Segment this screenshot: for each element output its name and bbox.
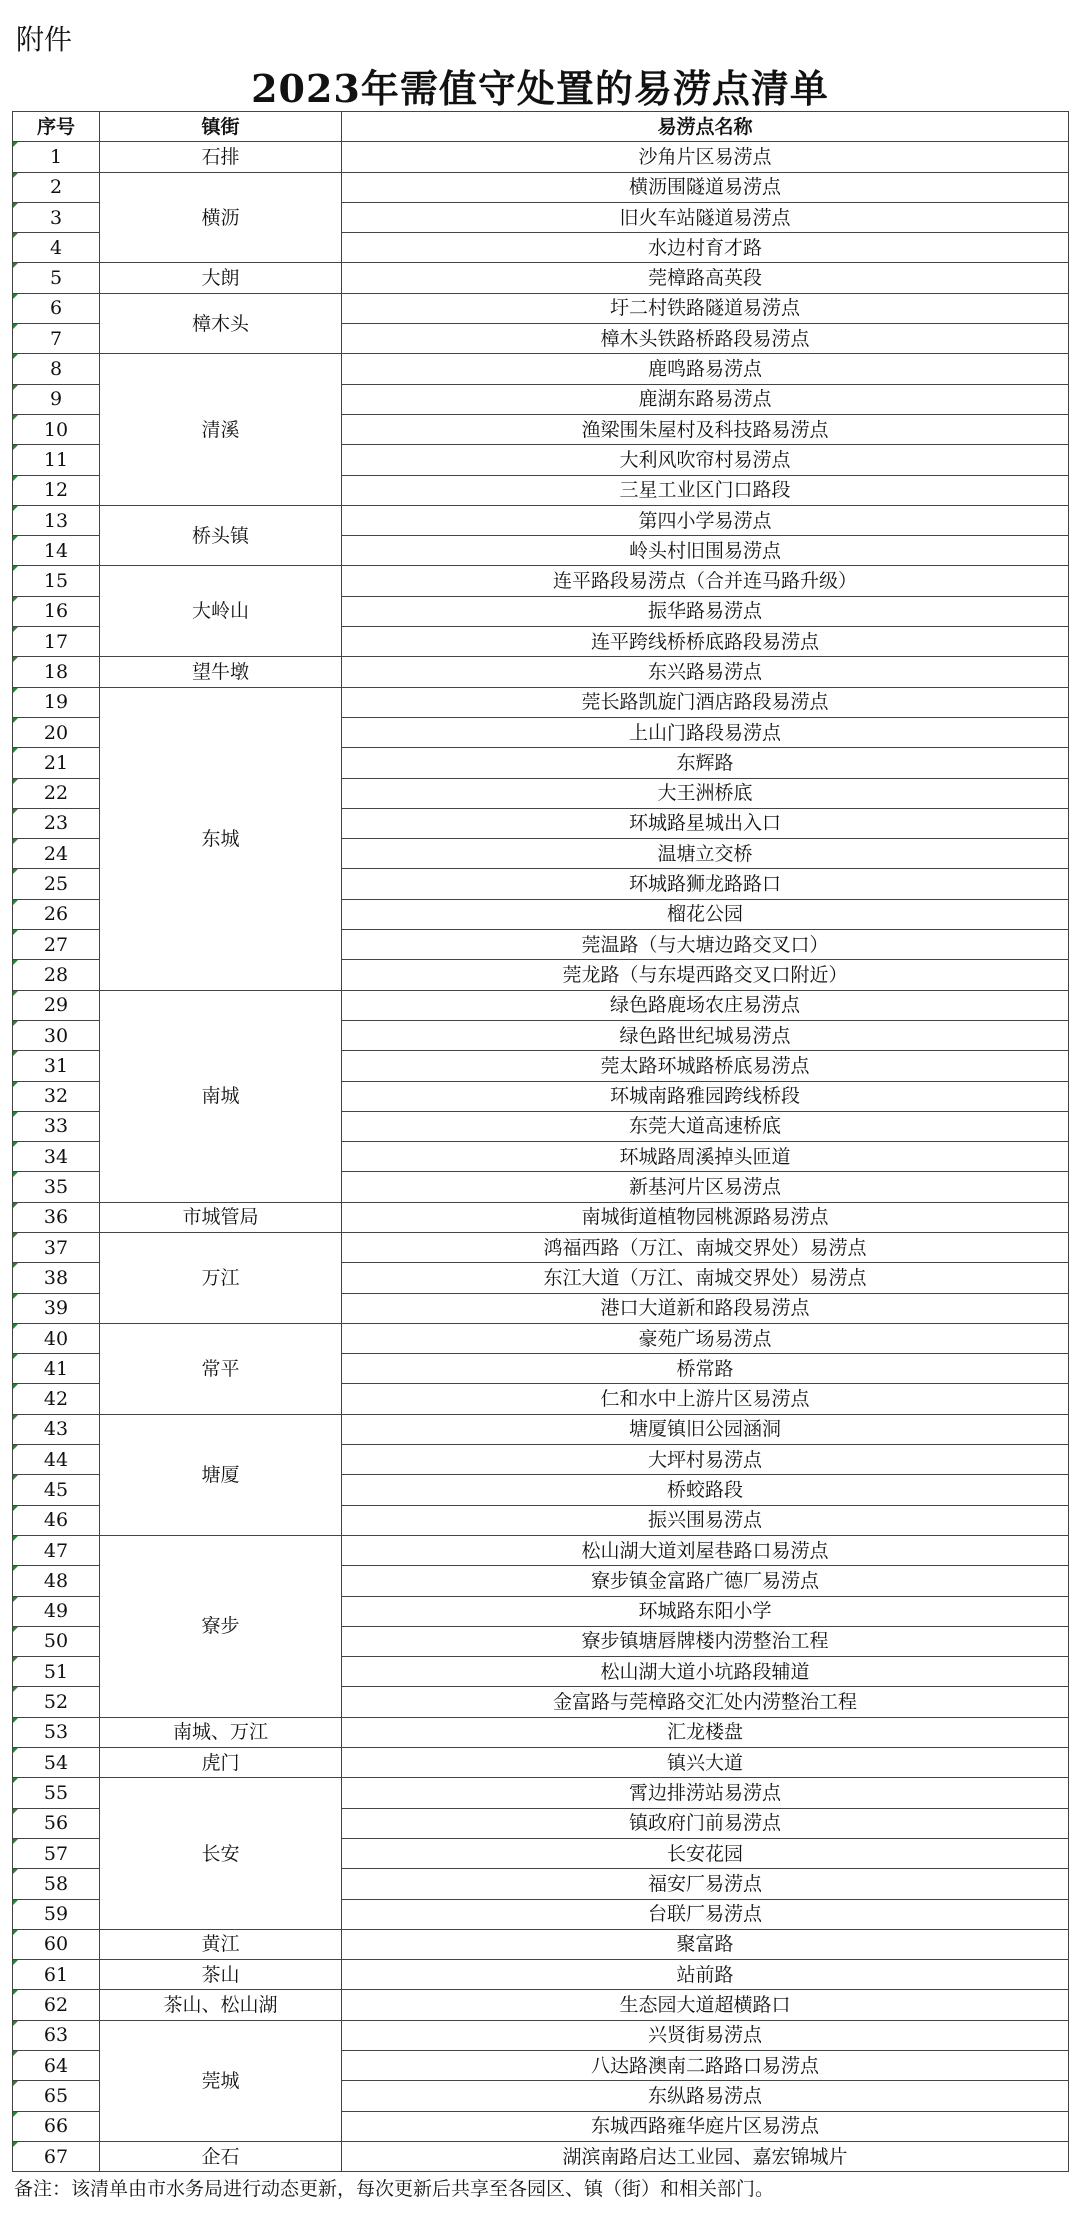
row-index: 48 (13, 1566, 100, 1596)
point-name-cell: 仁和水中上游片区易涝点 (342, 1384, 1069, 1414)
point-name-cell: 东城西路雍华庭片区易涝点 (342, 2111, 1069, 2141)
row-index: 38 (13, 1263, 100, 1293)
footnote: 备注：该清单由市水务局进行动态更新，每次更新后共享至各园区、镇（街）和相关部门。 (14, 2178, 775, 2200)
row-index: 53 (13, 1717, 100, 1747)
town-cell: 南城 (100, 990, 342, 1202)
point-name-cell: 大王洲桥底 (342, 778, 1069, 808)
table-row (13, 657, 1069, 687)
point-name-cell: 豪苑广场易涝点 (342, 1323, 1069, 1353)
point-name-cell: 水边村育才路 (342, 233, 1069, 263)
table-row (13, 566, 1069, 596)
table-row (13, 1414, 1069, 1444)
town-cell: 石排 (100, 142, 342, 172)
town-cell: 茶山 (100, 1960, 342, 1990)
point-name-cell: 站前路 (342, 1960, 1069, 1990)
table-row (13, 172, 1069, 202)
point-name-cell: 横沥围隧道易涝点 (342, 172, 1069, 202)
point-name-cell: 渔梁围朱屋村及科技路易涝点 (342, 414, 1069, 444)
point-name-cell: 东纵路易涝点 (342, 2081, 1069, 2111)
point-name-cell: 沙角片区易涝点 (342, 142, 1069, 172)
row-index: 45 (13, 1475, 100, 1505)
point-name-cell: 台联厂易涝点 (342, 1899, 1069, 1929)
table-row (13, 263, 1069, 293)
point-name-cell: 绿色路鹿场农庄易涝点 (342, 990, 1069, 1020)
town-cell: 桥头镇 (100, 505, 342, 566)
town-cell: 万江 (100, 1232, 342, 1323)
point-name-cell: 三星工业区门口路段 (342, 475, 1069, 505)
point-name-cell: 寮步镇金富路广德厂易涝点 (342, 1566, 1069, 1596)
point-name-cell: 榴花公园 (342, 899, 1069, 929)
table-row (13, 1990, 1069, 2020)
point-name-cell: 温塘立交桥 (342, 839, 1069, 869)
row-index: 54 (13, 1748, 100, 1778)
point-name-cell: 鸿福西路（万江、南城交界处）易涝点 (342, 1232, 1069, 1262)
row-index: 27 (13, 930, 100, 960)
row-index: 20 (13, 717, 100, 747)
point-name-cell: 镇兴大道 (342, 1748, 1069, 1778)
table-row (13, 687, 1069, 717)
row-index: 28 (13, 960, 100, 990)
row-index: 18 (13, 657, 100, 687)
row-index: 61 (13, 1960, 100, 1990)
table-row (13, 293, 1069, 323)
row-index: 37 (13, 1232, 100, 1262)
row-index: 22 (13, 778, 100, 808)
table-row (13, 142, 1069, 172)
point-name-cell: 上山门路段易涝点 (342, 717, 1069, 747)
row-index: 57 (13, 1838, 100, 1868)
row-index: 51 (13, 1657, 100, 1687)
point-name-cell: 鹿鸣路易涝点 (342, 354, 1069, 384)
town-cell: 大朗 (100, 263, 342, 293)
town-cell: 樟木头 (100, 293, 342, 354)
row-index: 55 (13, 1778, 100, 1808)
row-index: 33 (13, 1111, 100, 1141)
town-cell: 南城、万江 (100, 1717, 342, 1747)
point-name-cell: 东莞大道高速桥底 (342, 1111, 1069, 1141)
header-point-name: 易涝点名称 (342, 112, 1069, 142)
row-index: 4 (13, 233, 100, 263)
row-index: 21 (13, 748, 100, 778)
point-name-cell: 环城路星城出入口 (342, 808, 1069, 838)
point-name-cell: 莞龙路（与东堤西路交叉口附近） (342, 960, 1069, 990)
row-index: 40 (13, 1323, 100, 1353)
attachment-label: 附件 (16, 23, 73, 56)
point-name-cell: 八达路澳南二路路口易涝点 (342, 2051, 1069, 2081)
table-row (13, 1717, 1069, 1747)
table-body (13, 142, 1069, 2172)
point-name-cell: 寮步镇塘唇牌楼内涝整治工程 (342, 1626, 1069, 1656)
row-index: 42 (13, 1384, 100, 1414)
row-index: 58 (13, 1869, 100, 1899)
point-name-cell: 绿色路世纪城易涝点 (342, 1020, 1069, 1050)
point-name-cell: 霄边排涝站易涝点 (342, 1778, 1069, 1808)
row-index: 66 (13, 2111, 100, 2141)
row-index: 29 (13, 990, 100, 1020)
town-cell: 东城 (100, 687, 342, 990)
row-index: 19 (13, 687, 100, 717)
page-title: 2023年需值守处置的易涝点清单 (251, 66, 829, 111)
point-name-cell: 东辉路 (342, 748, 1069, 778)
point-name-cell: 桥常路 (342, 1354, 1069, 1384)
point-name-cell: 福安厂易涝点 (342, 1869, 1069, 1899)
header-town: 镇街 (100, 112, 342, 142)
point-name-cell: 大坪村易涝点 (342, 1445, 1069, 1475)
row-index: 44 (13, 1445, 100, 1475)
point-name-cell: 连平跨线桥桥底路段易涝点 (342, 627, 1069, 657)
row-index: 36 (13, 1202, 100, 1232)
point-name-cell: 樟木头铁路桥路段易涝点 (342, 324, 1069, 354)
point-name-cell: 圩二村铁路隧道易涝点 (342, 293, 1069, 323)
row-index: 15 (13, 566, 100, 596)
row-index: 9 (13, 384, 100, 414)
row-index: 46 (13, 1505, 100, 1535)
table-header-row (13, 112, 1069, 142)
town-cell: 望牛墩 (100, 657, 342, 687)
row-index: 23 (13, 808, 100, 838)
point-name-cell: 镇政府门前易涝点 (342, 1808, 1069, 1838)
table-row (13, 1232, 1069, 1262)
row-index: 32 (13, 1081, 100, 1111)
town-cell: 大岭山 (100, 566, 342, 657)
point-name-cell: 振华路易涝点 (342, 596, 1069, 626)
row-index: 52 (13, 1687, 100, 1717)
point-name-cell: 东江大道（万江、南城交界处）易涝点 (342, 1263, 1069, 1293)
point-name-cell: 长安花园 (342, 1838, 1069, 1868)
row-index: 67 (13, 2141, 100, 2171)
row-index: 25 (13, 869, 100, 899)
point-name-cell: 东兴路易涝点 (342, 657, 1069, 687)
point-name-cell: 连平路段易涝点（合并连马路升级） (342, 566, 1069, 596)
point-name-cell: 桥蛟路段 (342, 1475, 1069, 1505)
point-name-cell: 新基河片区易涝点 (342, 1172, 1069, 1202)
row-index: 1 (13, 142, 100, 172)
point-name-cell: 莞太路环城路桥底易涝点 (342, 1051, 1069, 1081)
row-index: 49 (13, 1596, 100, 1626)
table-row (13, 1929, 1069, 1959)
point-name-cell: 旧火车站隧道易涝点 (342, 202, 1069, 232)
row-index: 56 (13, 1808, 100, 1838)
row-index: 3 (13, 202, 100, 232)
point-name-cell: 聚富路 (342, 1929, 1069, 1959)
table-row (13, 354, 1069, 384)
point-name-cell: 环城路狮龙路路口 (342, 869, 1069, 899)
point-name-cell: 湖滨南路启达工业园、嘉宏锦城片 (342, 2141, 1069, 2171)
town-cell: 企石 (100, 2141, 342, 2171)
row-index: 43 (13, 1414, 100, 1444)
table-row (13, 1778, 1069, 1808)
table-row (13, 1960, 1069, 1990)
town-cell: 莞城 (100, 2020, 342, 2141)
point-name-cell: 环城路周溪掉头匝道 (342, 1142, 1069, 1172)
row-index: 35 (13, 1172, 100, 1202)
point-name-cell: 塘厦镇旧公园涵洞 (342, 1414, 1069, 1444)
point-name-cell: 生态园大道超横路口 (342, 1990, 1069, 2020)
town-cell: 寮步 (100, 1535, 342, 1717)
row-index: 26 (13, 899, 100, 929)
row-index: 11 (13, 445, 100, 475)
point-name-cell: 港口大道新和路段易涝点 (342, 1293, 1069, 1323)
town-cell: 长安 (100, 1778, 342, 1929)
point-name-cell: 环城南路雅园跨线桥段 (342, 1081, 1069, 1111)
row-index: 12 (13, 475, 100, 505)
row-index: 50 (13, 1626, 100, 1656)
row-index: 30 (13, 1020, 100, 1050)
town-cell: 黄江 (100, 1929, 342, 1959)
header-index: 序号 (13, 112, 100, 142)
town-cell: 常平 (100, 1323, 342, 1414)
row-index: 63 (13, 2020, 100, 2050)
table-row (13, 1748, 1069, 1778)
town-cell: 清溪 (100, 354, 342, 505)
point-name-cell: 松山湖大道刘屋巷路口易涝点 (342, 1535, 1069, 1565)
table-row (13, 1535, 1069, 1565)
row-index: 47 (13, 1535, 100, 1565)
point-name-cell: 汇龙楼盘 (342, 1717, 1069, 1747)
point-name-cell: 莞温路（与大塘边路交叉口） (342, 930, 1069, 960)
row-index: 65 (13, 2081, 100, 2111)
row-index: 60 (13, 1929, 100, 1959)
point-name-cell: 南城街道植物园桃源路易涝点 (342, 1202, 1069, 1232)
table-row (13, 990, 1069, 1020)
table-row (13, 1202, 1069, 1232)
row-index: 64 (13, 2051, 100, 2081)
point-name-cell: 莞长路凯旋门酒店路段易涝点 (342, 687, 1069, 717)
town-cell: 茶山、松山湖 (100, 1990, 342, 2020)
town-cell: 市城管局 (100, 1202, 342, 1232)
point-name-cell: 大利风吹帘村易涝点 (342, 445, 1069, 475)
row-index: 41 (13, 1354, 100, 1384)
row-index: 13 (13, 505, 100, 535)
row-index: 62 (13, 1990, 100, 2020)
table-row (13, 2020, 1069, 2050)
point-name-cell: 第四小学易涝点 (342, 505, 1069, 535)
row-index: 2 (13, 172, 100, 202)
table-row (13, 505, 1069, 535)
point-name-cell: 松山湖大道小坑路段辅道 (342, 1657, 1069, 1687)
point-name-cell: 环城路东阳小学 (342, 1596, 1069, 1626)
row-index: 7 (13, 324, 100, 354)
row-index: 16 (13, 596, 100, 626)
row-index: 6 (13, 293, 100, 323)
point-name-cell: 莞樟路高英段 (342, 263, 1069, 293)
row-index: 34 (13, 1142, 100, 1172)
waterlogging-points-table (12, 111, 1069, 2172)
point-name-cell: 鹿湖东路易涝点 (342, 384, 1069, 414)
town-cell: 虎门 (100, 1748, 342, 1778)
row-index: 24 (13, 839, 100, 869)
point-name-cell: 岭头村旧围易涝点 (342, 536, 1069, 566)
row-index: 5 (13, 263, 100, 293)
table-row (13, 2141, 1069, 2171)
row-index: 59 (13, 1899, 100, 1929)
row-index: 8 (13, 354, 100, 384)
row-index: 31 (13, 1051, 100, 1081)
row-index: 10 (13, 414, 100, 444)
town-cell: 横沥 (100, 172, 342, 263)
table-row (13, 1323, 1069, 1353)
town-cell: 塘厦 (100, 1414, 342, 1535)
row-index: 17 (13, 627, 100, 657)
row-index: 39 (13, 1293, 100, 1323)
point-name-cell: 金富路与莞樟路交汇处内涝整治工程 (342, 1687, 1069, 1717)
row-index: 14 (13, 536, 100, 566)
point-name-cell: 兴贤街易涝点 (342, 2020, 1069, 2050)
point-name-cell: 振兴围易涝点 (342, 1505, 1069, 1535)
